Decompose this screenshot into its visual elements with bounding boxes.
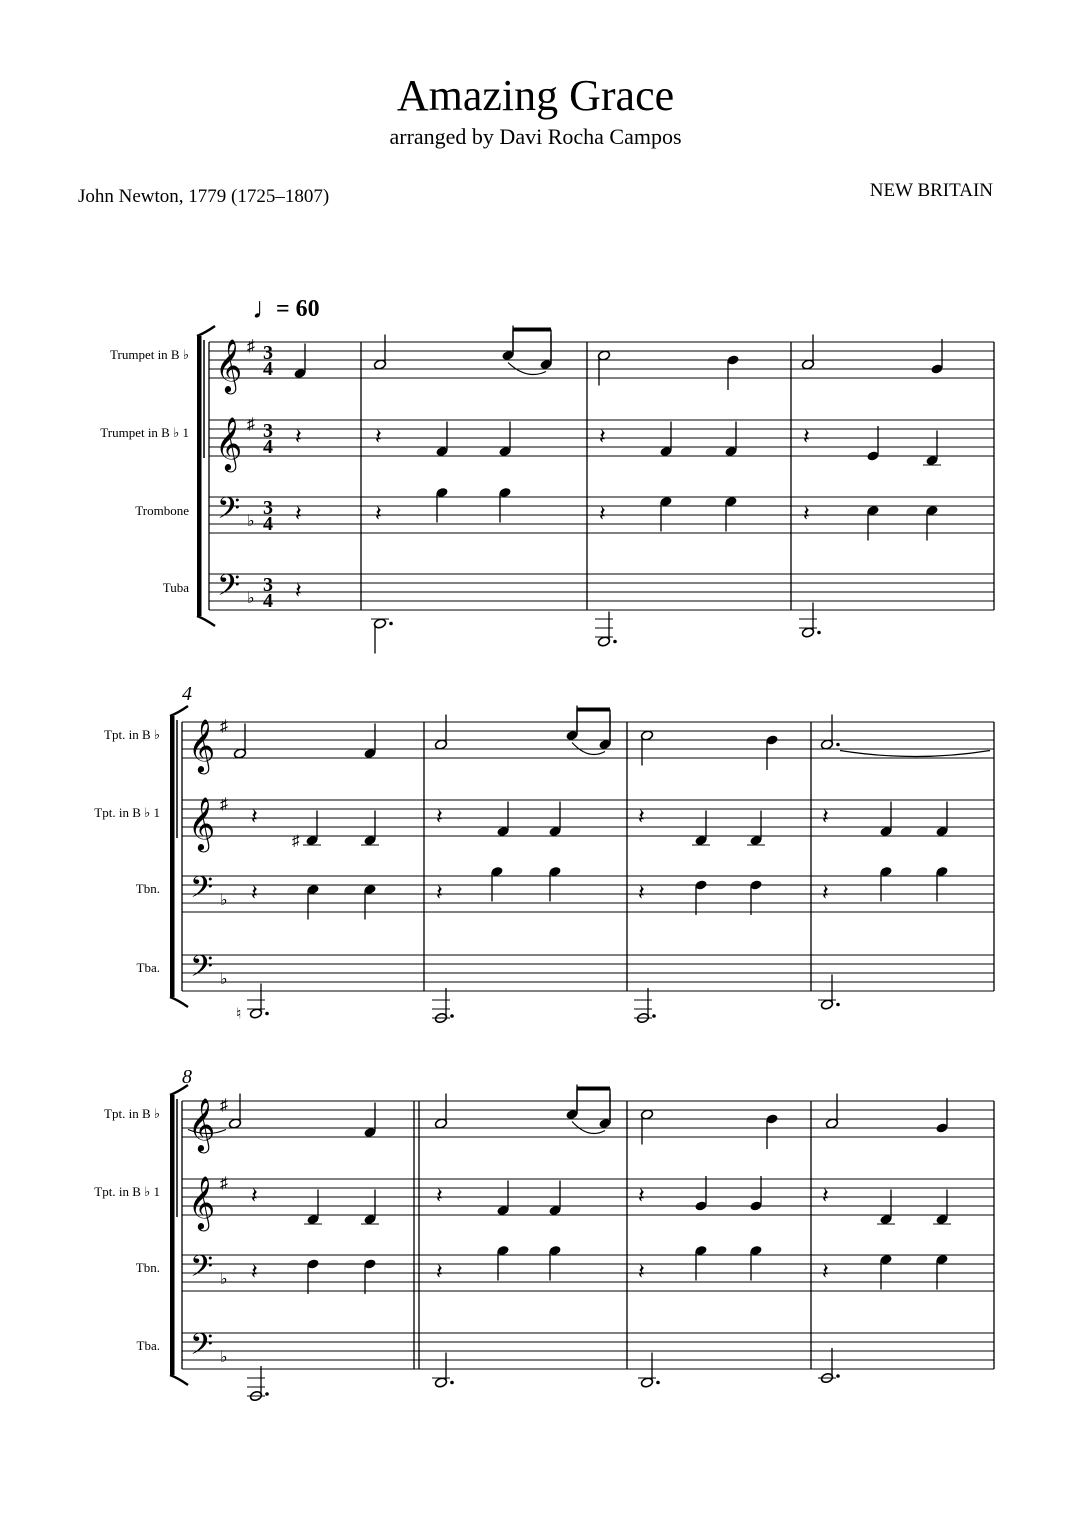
instrument-short-name: Tbn.	[135, 881, 160, 896]
quarter-rest-icon: 𝄽	[822, 1259, 829, 1284]
augmentation-dot	[656, 1381, 660, 1385]
svg-text:3: 3	[263, 574, 273, 596]
flat-key-icon: ♭	[220, 1271, 228, 1288]
svg-text:4: 4	[263, 358, 273, 380]
quarter-rest-icon: 𝄽	[822, 880, 829, 905]
tie	[840, 751, 990, 757]
quarter-rest-icon: 𝄽	[436, 1259, 443, 1284]
flat-key-icon: ♭	[220, 892, 228, 909]
instrument-name: Tuba	[162, 580, 189, 595]
quarter-rest-icon: 𝄽	[599, 424, 606, 449]
sharp-key-icon: ♯	[247, 416, 255, 433]
lyricist-credit: John Newton, 1779 (1725–1807)	[78, 186, 330, 207]
quarter-rest-icon: 𝄽	[295, 424, 302, 449]
system-bracket	[170, 716, 175, 997]
quarter-rest-icon: 𝄽	[375, 424, 382, 449]
quarter-rest-icon: 𝄽	[251, 1183, 258, 1208]
augmentation-dot	[265, 1392, 269, 1396]
sharp-key-icon: ♯	[220, 718, 228, 735]
treble-clef-icon: 𝄞	[215, 340, 243, 391]
treble-clef-icon: 𝄞	[188, 720, 216, 771]
svg-text:4: 4	[263, 436, 273, 458]
bass-clef-icon: 𝄢	[190, 950, 214, 990]
measure-number-system-3: 8	[182, 1066, 192, 1088]
quarter-rest-icon: 𝄽	[803, 501, 810, 526]
augmentation-dot	[450, 1381, 454, 1385]
quarter-rest-icon: 𝄽	[638, 1259, 645, 1284]
svg-text:3: 3	[263, 342, 273, 364]
augmentation-dot	[613, 640, 617, 644]
bracket-hook	[197, 616, 215, 626]
svg-text:3: 3	[263, 497, 273, 519]
instrument-short-name: Tpt. in B ♭	[104, 1106, 160, 1121]
quarter-rest-icon: 𝄽	[803, 424, 810, 449]
bracket-hook	[170, 1375, 188, 1385]
augmentation-dot	[836, 743, 840, 747]
quarter-rest-icon: 𝄽	[599, 501, 606, 526]
quarter-rest-icon: 𝄽	[822, 804, 829, 829]
quarter-rest-icon: 𝄽	[822, 1183, 829, 1208]
augmentation-dot	[817, 631, 821, 635]
quarter-rest-icon: 𝄽	[251, 804, 258, 829]
quarter-rest-icon: 𝄽	[436, 880, 443, 905]
svg-text:3: 3	[263, 420, 273, 442]
svg-text:4: 4	[263, 513, 273, 535]
quarter-rest-icon: 𝄽	[436, 1183, 443, 1208]
quarter-rest-icon: 𝄽	[638, 804, 645, 829]
natural-icon: ♮	[236, 1006, 242, 1023]
instrument-name: Trumpet in B ♭	[110, 347, 189, 362]
sharp-icon: ♯	[292, 833, 300, 850]
quarter-rest-icon: 𝄽	[436, 804, 443, 829]
time-signature	[263, 342, 273, 612]
svg-text:4: 4	[263, 590, 273, 612]
quarter-rest-icon: 𝄽	[375, 501, 382, 526]
augmentation-dot	[389, 622, 393, 626]
score-subtitle: arranged by Davi Rocha Campos	[389, 124, 682, 149]
bracket-hook	[170, 706, 188, 716]
bracket-hook	[170, 1085, 188, 1095]
sharp-key-icon: ♯	[220, 1097, 228, 1114]
sharp-key-icon: ♯	[247, 338, 255, 355]
bass-clef-icon: 𝄢	[190, 1250, 214, 1290]
flat-key-icon: ♭	[220, 971, 228, 988]
bracket-hook	[197, 326, 215, 336]
treble-clef-icon: 𝄞	[188, 798, 216, 849]
instrument-short-name: Tbn.	[135, 1260, 160, 1275]
measure-number-system-2: 4	[182, 683, 192, 705]
bass-clef-icon: 𝄢	[217, 492, 241, 532]
bass-clef-icon: 𝄢	[190, 871, 214, 911]
instrument-short-name: Tpt. in B ♭ 1	[94, 805, 160, 820]
sharp-key-icon: ♯	[220, 1175, 228, 1192]
treble-clef-icon: 𝄞	[215, 418, 243, 469]
augmentation-dot	[450, 1014, 454, 1018]
instrument-short-name: Tba.	[136, 1338, 160, 1353]
augmentation-dot	[652, 1014, 656, 1018]
bracket-hook	[170, 997, 188, 1007]
tune-name: NEW BRITAIN	[869, 180, 993, 201]
flat-key-icon: ♭	[247, 513, 255, 530]
sharp-key-icon: ♯	[220, 796, 228, 813]
quarter-rest-icon: 𝄽	[295, 501, 302, 526]
treble-clef-icon: 𝄞	[188, 1099, 216, 1150]
quarter-rest-icon: 𝄽	[638, 880, 645, 905]
instrument-short-name: Tba.	[136, 960, 160, 975]
instrument-short-name: Tpt. in B ♭ 1	[94, 1184, 160, 1199]
treble-clef-icon: 𝄞	[188, 1177, 216, 1228]
quarter-rest-icon: 𝄽	[295, 578, 302, 603]
music-notation	[170, 326, 994, 1402]
augmentation-dot	[836, 1003, 840, 1007]
quarter-rest-icon: 𝄽	[251, 880, 258, 905]
augmentation-dot	[265, 1012, 269, 1016]
quarter-rest-icon: 𝄽	[638, 1183, 645, 1208]
augmentation-dot	[836, 1374, 840, 1378]
bass-clef-icon: 𝄢	[190, 1328, 214, 1368]
score-title: Amazing Grace	[396, 71, 675, 120]
bass-clef-icon: 𝄢	[217, 569, 241, 609]
tempo-note-icon: ♩	[252, 292, 282, 325]
instrument-name: Trumpet in B ♭ 1	[100, 425, 189, 440]
quarter-rest-icon: 𝄽	[251, 1259, 258, 1284]
tempo-marking: = 60	[276, 296, 320, 322]
flat-key-icon: ♭	[247, 590, 255, 607]
flat-key-icon: ♭	[220, 1349, 228, 1366]
system-bracket	[197, 336, 202, 616]
instrument-name: Trombone	[135, 503, 189, 518]
system-bracket	[170, 1095, 175, 1375]
instrument-short-name: Tpt. in B ♭	[104, 727, 160, 742]
